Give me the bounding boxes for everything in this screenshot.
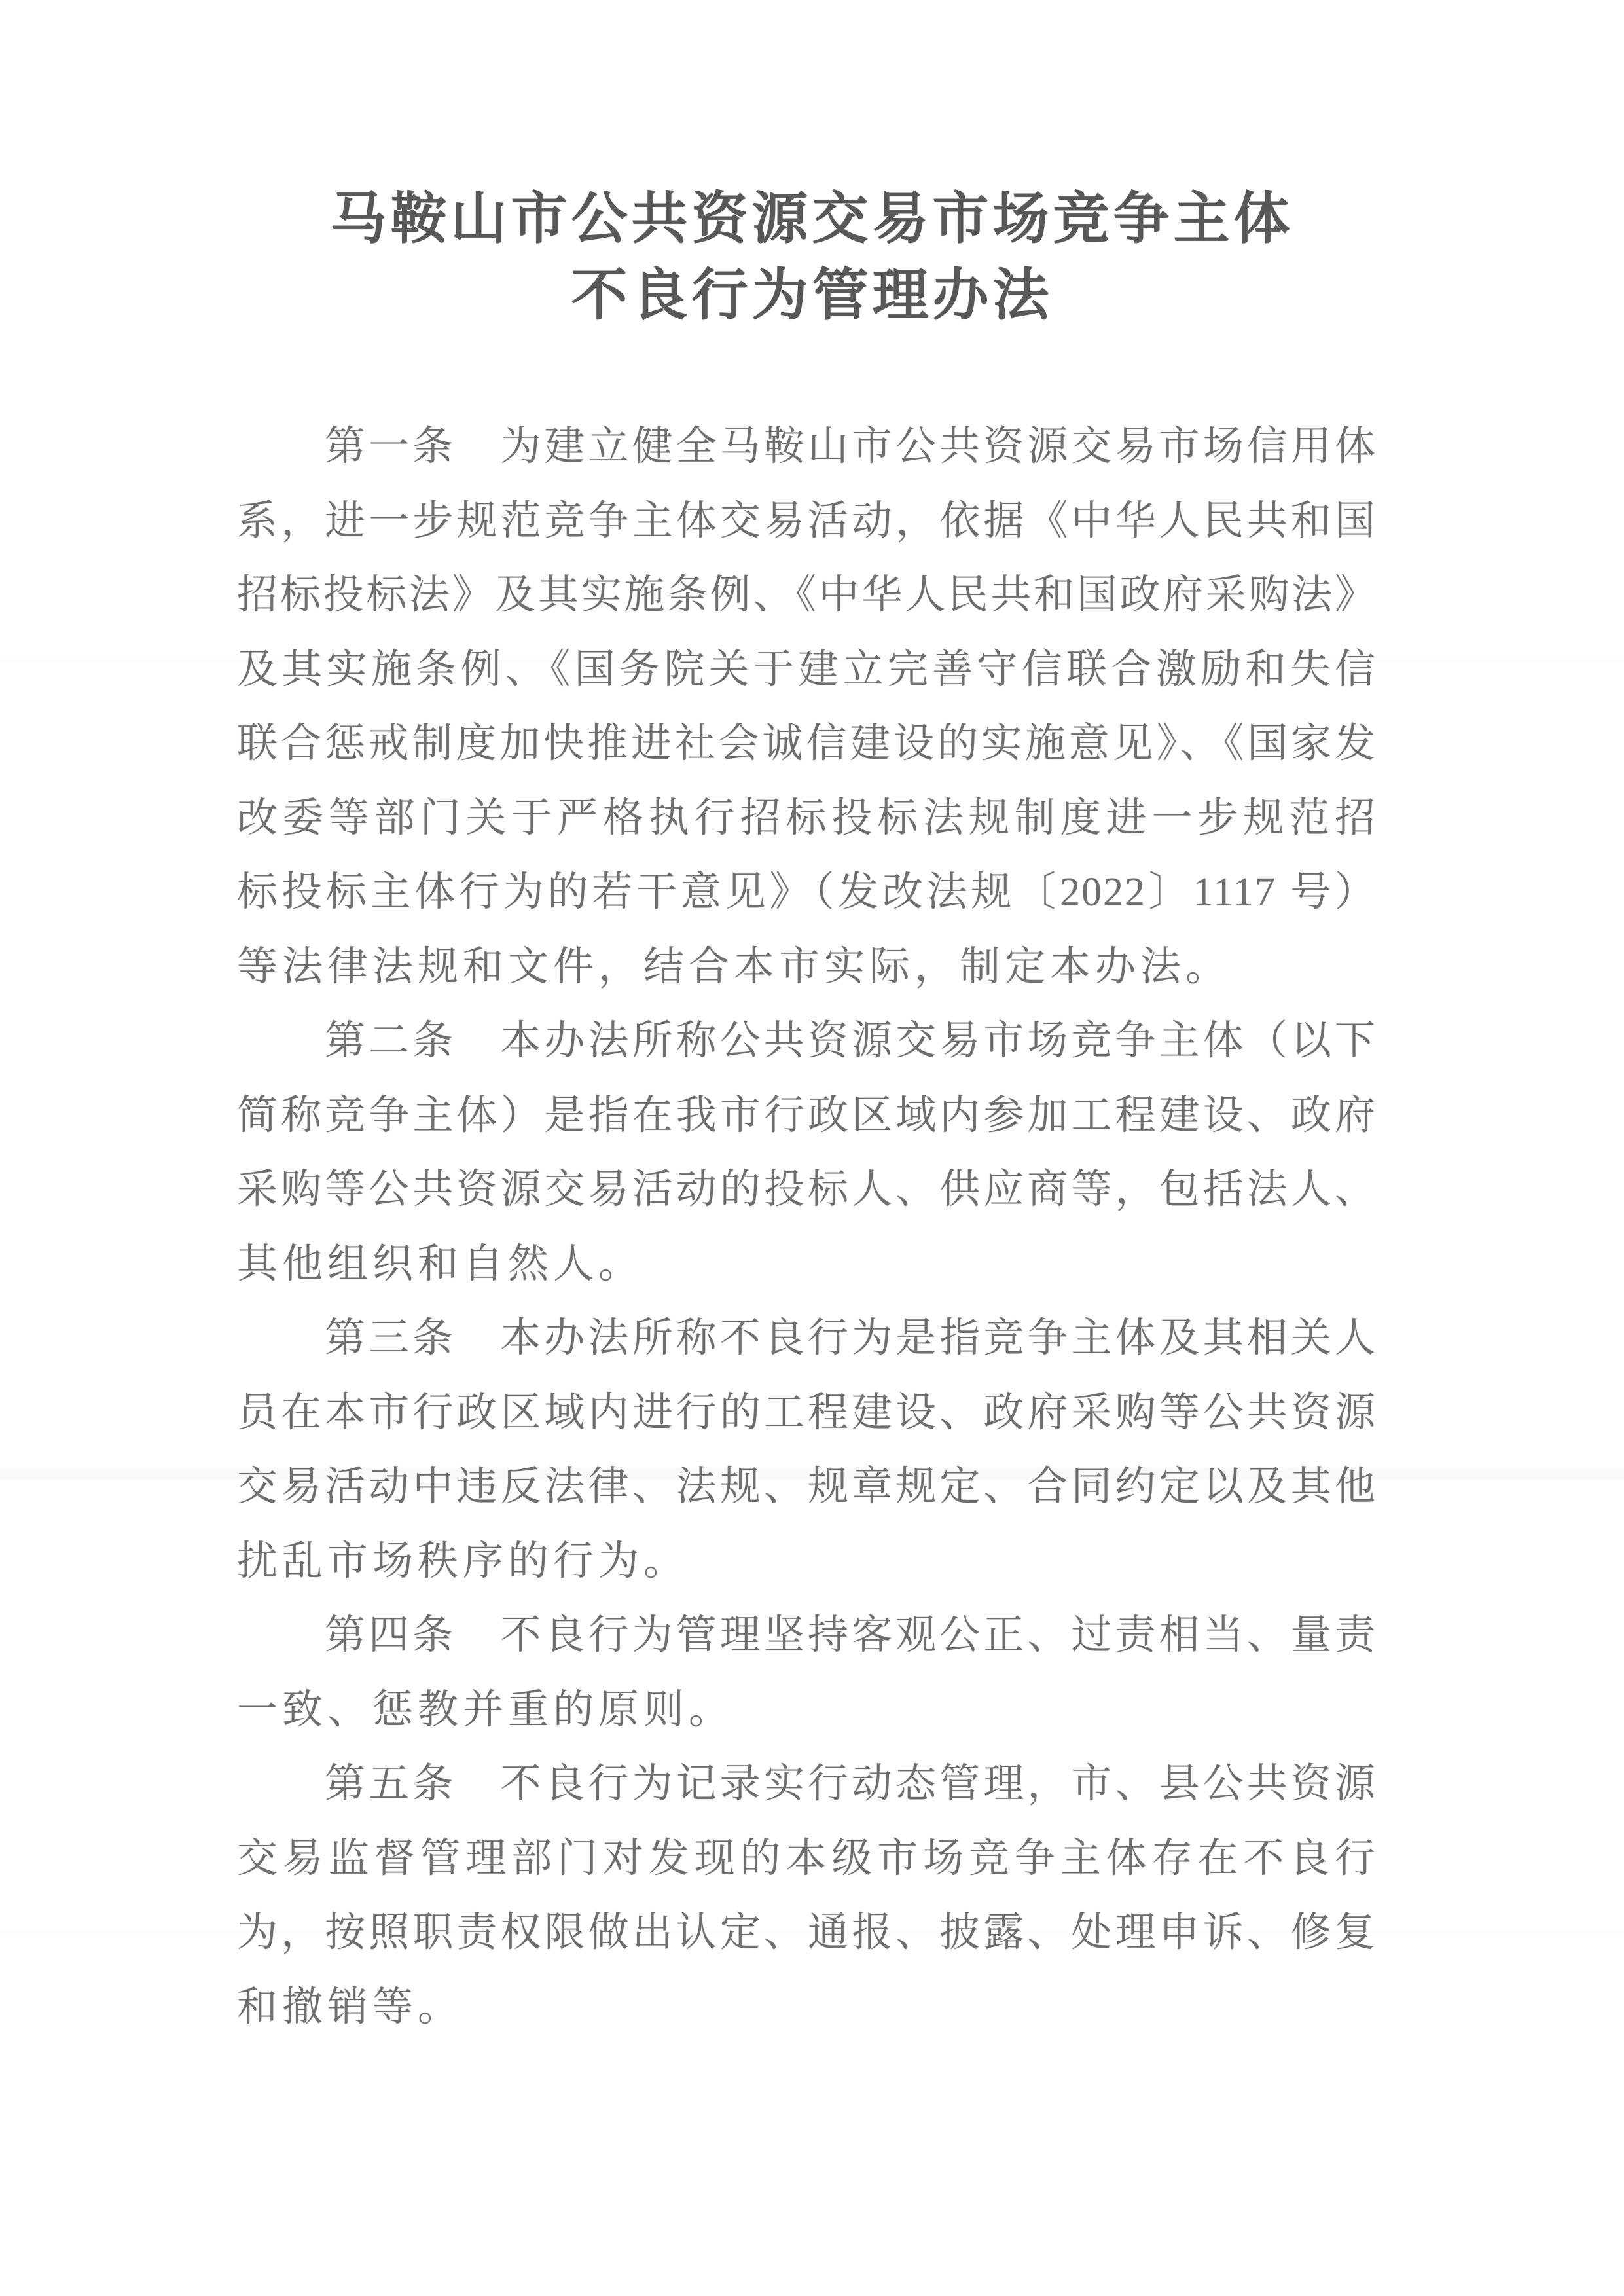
text-line: 改委等部门关于严格执行招标投标法规制度进一步规范招 [237, 795, 1377, 841]
text-line: 扰乱市场秩序的行为。 [237, 1539, 689, 1584]
text-line: 交易监督管理部门对发现的本级市场竞争主体存在不良行 [237, 1836, 1377, 1881]
text-line: 第三条 本办法所称不良行为是指竞争主体及其相关人 [325, 1316, 1377, 1360]
paragraph-article-3 [237, 1302, 1377, 1599]
text-line: 和撤销等。 [237, 1984, 463, 2030]
document-title-line-1: 马鞍山市公共资源交易市场竞争主体 [330, 187, 1294, 250]
paragraph-article-1 [237, 410, 1377, 1004]
text-line: 系，进一步规范竞争主体交易活动，依据《中华人民共和国 [237, 498, 1377, 543]
text-line: 联合惩戒制度加快推进社会诚信建设的实施意见》、《国家发 [237, 721, 1377, 766]
paragraph-article-4 [237, 1599, 1377, 1747]
paragraph-article-2 [237, 1004, 1377, 1302]
paragraph-article-5 [237, 1747, 1377, 2045]
text-line: 标投标主体行为的若干意见》（发改法规〔2022〕1117 号） [237, 870, 1377, 915]
document-title-line-2: 不良行为管理办法 [571, 264, 1053, 327]
text-line: 第五条 不良行为记录实行动态管理，市、县公共资源 [325, 1762, 1377, 1806]
text-line: 第四条 不良行为管理坚持客观公正、过责相当、量责 [325, 1613, 1377, 1658]
text-line: 及其实施条例、《国务院关于建立完善守信联合激励和失信 [237, 647, 1377, 692]
document-body [0, 410, 1624, 2045]
text-line: 招标投标法》及其实施条例、《中华人民共和国政府采购法》 [237, 573, 1377, 617]
text-line: 等法律法规和文件，结合本市实际，制定本办法。 [237, 944, 1231, 989]
document-title [0, 181, 1624, 334]
text-line: 一致、惩教并重的原则。 [237, 1687, 734, 1732]
text-line: 为，按照职责权限做出认定、通报、披露、处理申诉、修复 [237, 1910, 1377, 1955]
text-line: 交易活动中违反法律、法规、规章规定、合同约定以及其他 [237, 1465, 1377, 1509]
text-line: 第一条 为建立健全马鞍山市公共资源交易市场信用体 [325, 424, 1377, 469]
text-line: 简称竞争主体）是指在我市行政区域内参加工程建设、政府 [237, 1093, 1377, 1138]
text-line: 第二条 本办法所称公共资源交易市场竞争主体（以下 [325, 1019, 1377, 1063]
text-line: 采购等公共资源交易活动的投标人、供应商等，包括法人、 [237, 1167, 1377, 1212]
text-line: 其他组织和自然人。 [237, 1241, 644, 1286]
text-line: 员在本市行政区域内进行的工程建设、政府采购等公共资源 [237, 1390, 1377, 1435]
